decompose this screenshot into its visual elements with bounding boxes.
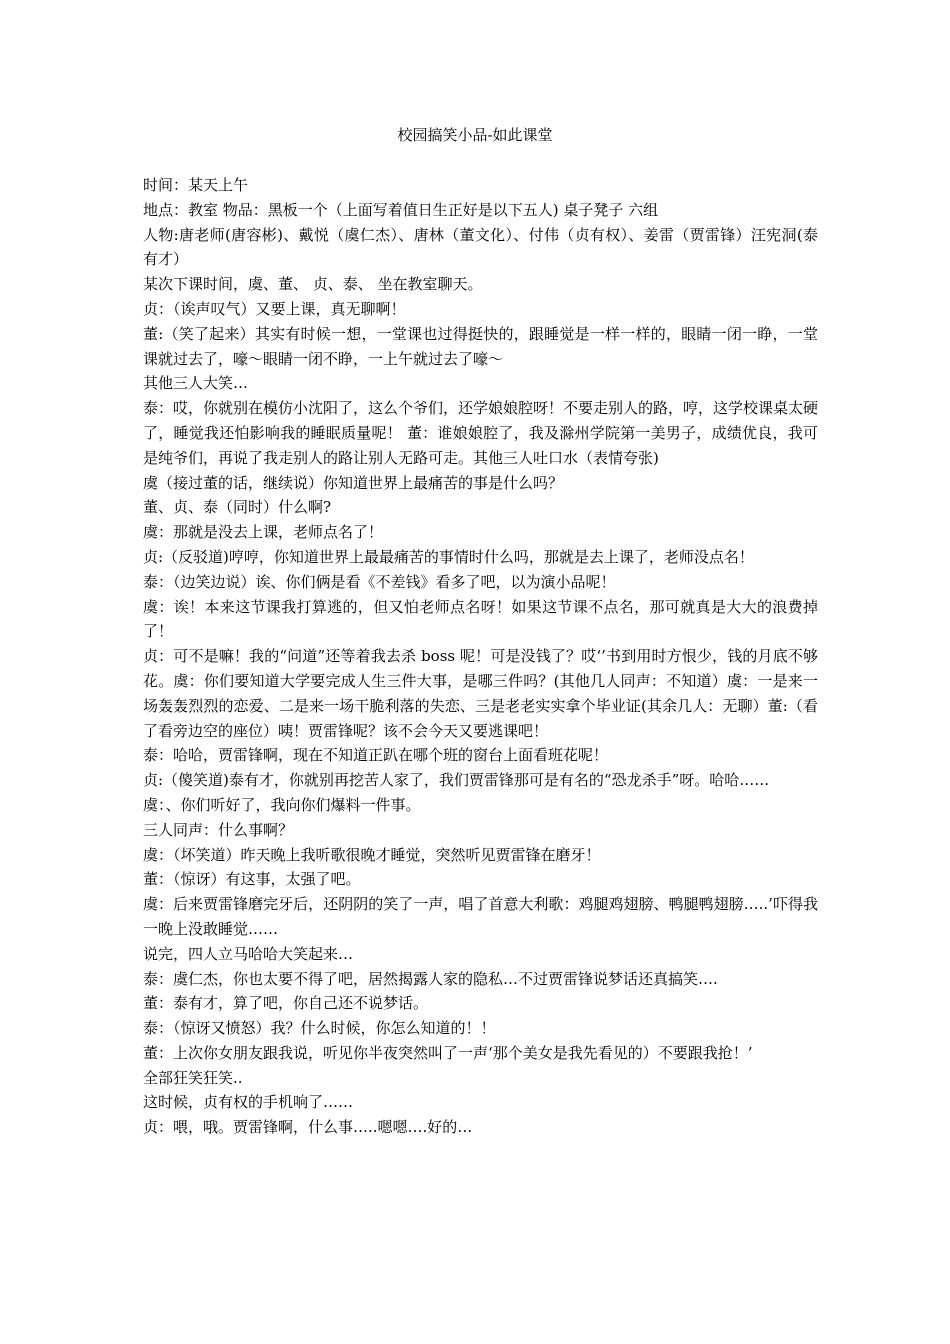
paragraph: 董:（笑了起来）其实有时候一想，一堂课也过得挺快的，跟睡觉是一样一样的，眼睛一闭一睁，一堂课就过去了，嚎～眼睛一闭不睁，一上午就过去了嚎～ (143, 324, 818, 368)
paragraph-place: 地点：教室 物品：黑板一个（上面写着值日生正好是以下五人) 桌子凳子 六组 (143, 200, 659, 219)
paragraph-characters: 人物:唐老师(唐容彬)、戴悦（虞仁杰）、唐林（董文化）、付伟（贞有权）、姜雷（贾雷锋）汪宪洞(泰有才） (143, 225, 818, 269)
paragraph: 泰：虞仁杰，你也太要不得了吧，居然揭露人家的隐私…不过贾雷锋说梦话还真搞笑…. (143, 969, 718, 988)
paragraph: 虞：、你们听好了，我向你们爆料一件事。 (143, 795, 421, 814)
paragraph: 虞：那就是没去上课，老师点名了！ (143, 523, 384, 542)
paragraph: 贞：喂，哦。贾雷锋啊，什么事…..嗯嗯….好的… (143, 1118, 473, 1137)
paragraph: 三人同声：什么事啊？ (143, 820, 294, 839)
paragraph: 董：（惊讶）有这事，太强了吧。 (143, 870, 361, 889)
paragraph: 泰：哈哈，贾雷锋啊，现在不知道正趴在哪个班的窗台上面看班花呢！ (143, 746, 609, 765)
paragraph: 泰：（惊讶又愤怒）我？什么时候，你怎么知道的！！ (143, 1019, 496, 1038)
paragraph: 贞：（诶声叹气）又要上课，真无聊啊！ (143, 299, 406, 318)
paragraph: 泰：哎，你就别在模仿小沈阳了，这么个爷们，还学娘娘腔呀！不要走别人的路，哼，这学校课桌太硬了，睡觉我还怕影响我的睡眠质量呢！ 董：谁娘娘腔了，我及滁州学院第一美男子，成绩优良，我可是纯爷们，再说了我走别人的路让别人无路可走。其他三人吐口水（表情夸张) (143, 399, 819, 467)
document-body (143, 173, 818, 1140)
paragraph: 贞:（傻笑道)泰有才，你就别再挖苦人家了，我们贾雷锋那可是有名的“恐龙杀手”呀。哈哈…… (143, 771, 770, 790)
paragraph: 虞：后来贾雷锋磨完牙后，还阴阴的笑了一声，唱了首意大利歌：鸡腿鸡翅膀、鸭腿鸭翅膀…..’吓得我一晚上没敢睡觉…… (143, 895, 818, 938)
paragraph: 董：泰有才，算了吧，你自己还不说梦话。 (143, 994, 429, 1013)
paragraph: 全部狂笑狂笑.. (143, 1068, 243, 1087)
paragraph: 其他三人大笑… (143, 374, 249, 393)
paragraph-time: 时间：某天上午 (143, 176, 249, 194)
paragraph: 董：上次你女朋友跟我说，听见你半夜突然叫了一声‘那个美女是我先看见的）不要跟我抢！’ (143, 1043, 753, 1062)
paragraph: 贞:（反驳道)哼哼，你知道世界上最最痛苦的事情时什么吗，那就是去上课了，老师没点名！ (143, 547, 754, 566)
paragraph: 虞（接过董的话，继续说）你知道世界上最痛苦的事是什么吗？ (143, 473, 564, 492)
paragraph: 董、贞、泰（同时）什么啊? (143, 498, 332, 517)
paragraph: 某次下课时间，虞、董、 贞、泰、 坐在教室聊天。 (143, 275, 483, 294)
paragraph: 贞：可不是嘛！我的“问道”还等着我去杀 boss 呢！可是没钱了？哎‘’书到用时方恨少，钱的月底不够花。虞：你们要知道大学要完成人生三件大事，是哪三件吗？(其他几人同声：不知道）虞：一是来一场轰轰烈烈的恋爱、二是来一场干脆利落的失恋、三是老老实实拿个毕业证(其余几人：无聊）董:（看了看旁边空的座位）咦！贾雷锋呢？该不会今天又要逃课吧！ (143, 647, 818, 740)
paragraph: 说完，四人立马哈哈大笑起来… (143, 944, 354, 963)
paragraph: 这时候，贞有权的手机响了…… (143, 1093, 354, 1112)
paragraph: 泰：（边笑边说）诶、你们俩是看《不差钱》看多了吧，以为演小品呢！ (143, 572, 616, 591)
paragraph: 虞：诶！本来这节课我打算逃的，但又怕老师点名呀！如果这节课不点名，那可就真是大大的浪费掉了！ (143, 597, 818, 641)
paragraph: 虞：（坏笑道）昨天晚上我听歌很晚才睡觉，突然听见贾雷锋在磨牙！ (143, 845, 601, 864)
document-title: 校园搞笑小品-如此课堂 (397, 126, 553, 144)
